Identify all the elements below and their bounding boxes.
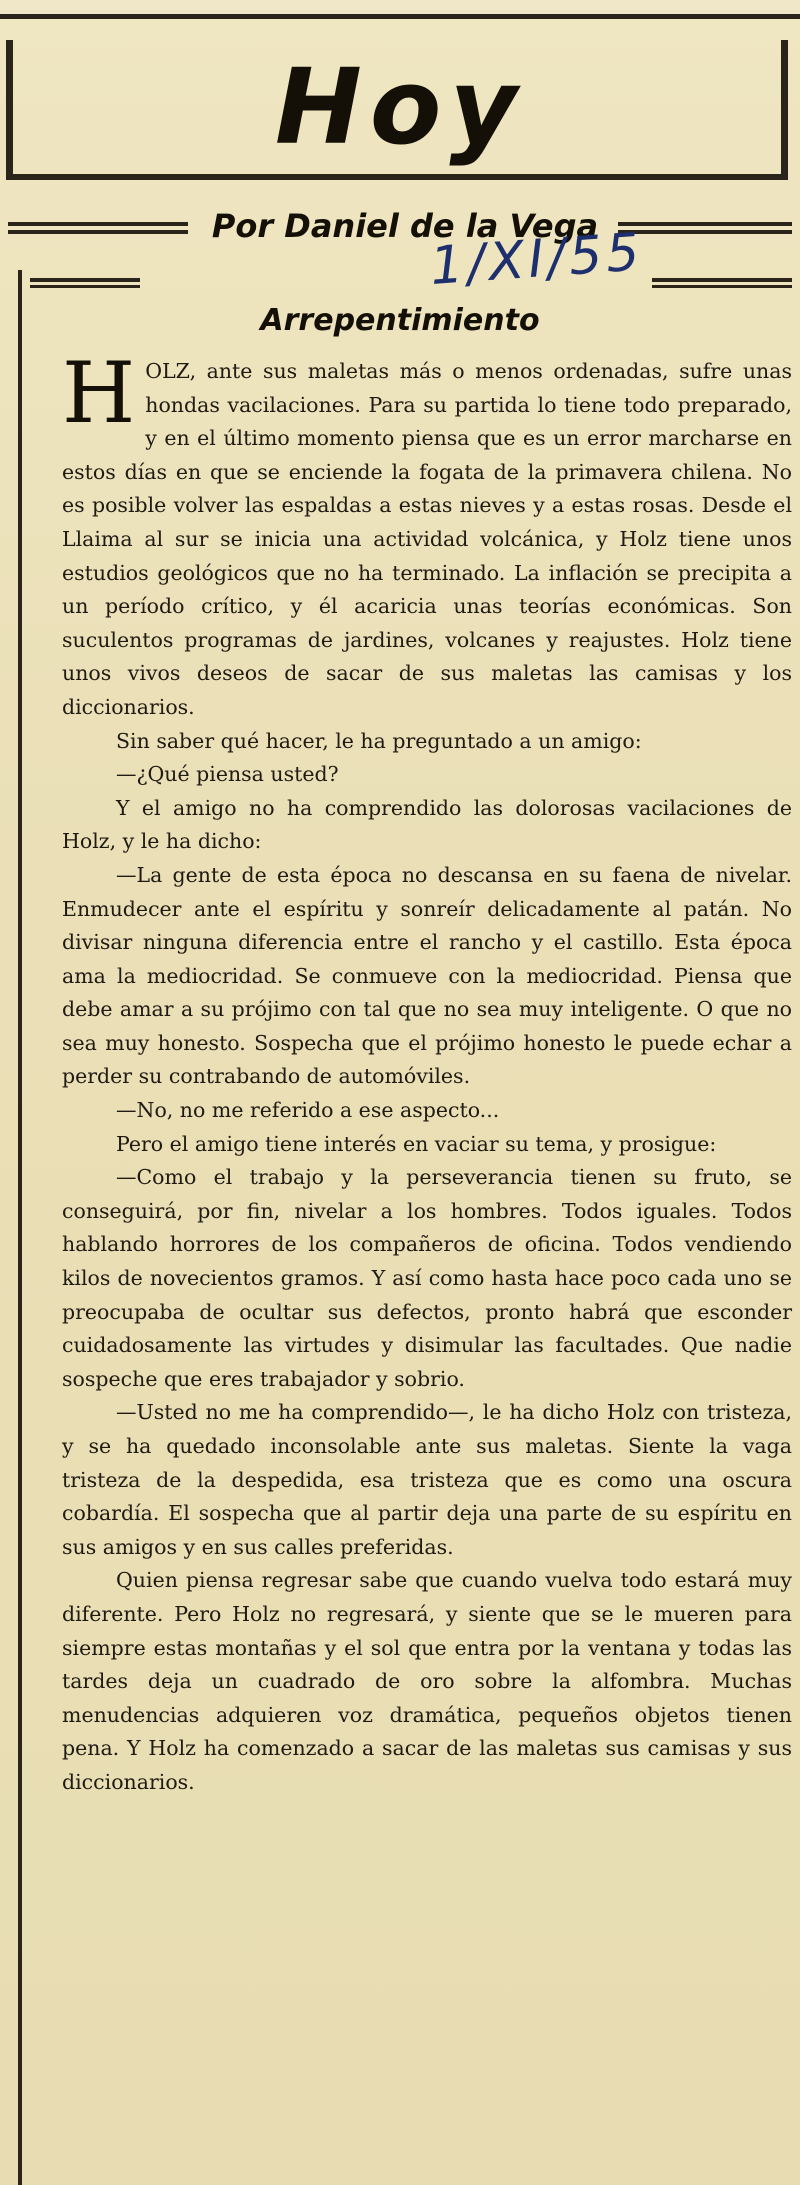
handwritten-date: 1/XI/55 xyxy=(428,222,646,297)
drop-cap: H xyxy=(62,344,136,442)
paragraph-text: OLZ, ante sus maletas más o menos ordenadas, sufre unas hondas vacilaciones. Para su partida lo tiene todo preparado, y en el último momento piensa que es un error marcharse en estos días en que se enciende la fogata de la primavera chilena. No es posible volver las espaldas a estas nieves y a estas rosas. Desde el Llaima al sur se inicia una actividad volcánica, y Holz tiene unos estudios geológicos que no ha terminado. La inflación se precipita a un período crítico, y él acaricia unas teorías económicas. Son suculentos programas de jardines, volcanes y reajustes. Holz tiene unos vivos deseos de sacar de sus maletas las camisas y los diccionarios. xyxy=(62,359,792,719)
column-rule-left xyxy=(18,270,22,2185)
article-body xyxy=(62,344,792,1800)
paragraph-7: Pero el amigo tiene interés en vaciar su tema, y prosigue: xyxy=(116,1131,717,1156)
paragraph-6: —No, no me referido a ese aspecto... xyxy=(116,1098,500,1123)
paragraph-8: —Como el trabajo y la perseverancia tienen su fruto, se conseguirá, por fin, nivelar a los hombres. Todos iguales. Todos hablando horrores de los compañeros de oficina. Todos vendiendo kilos de novecientos gramos. Y así como hasta hace poco cada uno se preocupaba de ocultar sus defectos, pronto habrá que esconder cuidadosamente las virtudes y disimular las facultades. Que nadie sospeche que eres trabajador y sobrio. xyxy=(62,1165,792,1391)
paragraph-1 xyxy=(62,344,792,725)
article-title: Arrepentimiento xyxy=(260,303,540,338)
subtitle-rule-right xyxy=(652,278,792,288)
paragraph-2: Sin saber qué hacer, le ha preguntado a un amigo: xyxy=(116,728,642,753)
paragraph-3: —¿Qué piensa usted? xyxy=(116,762,339,787)
masthead-frame-bottom xyxy=(6,174,788,180)
paragraph-4: Y el amigo no ha comprendido las dolorosas vacilaciones de Holz, y le ha dicho: xyxy=(62,795,792,854)
paragraph-9: —Usted no me ha comprendido—, le ha dicho Holz con tristeza, y se ha quedado inconsolable ante sus maletas. Siente la vaga tristeza de la despedida, esa tristeza que es como una oscura cobardía. El sospecha que al partir deja una parte de su espíritu en sus amigos y en sus calles preferidas. xyxy=(62,1400,792,1559)
paragraph-5: —La gente de esta época no descansa en su faena de nivelar. Enmudecer ante el espíritu y sonreír delicadamente al patán. No divisar ninguna diferencia entre el rancho y el castillo. Esta época ama la mediocridad. Se conmueve con la mediocridad. Piensa que debe amar a su prójimo con tal que no sea muy inteligente. O que no sea muy honesto. Sospecha que el prójimo honesto le puede echar a perder su contrabando de automóviles. xyxy=(62,862,792,1089)
top-rule xyxy=(0,14,800,19)
byline-rule-left xyxy=(8,222,188,234)
paragraph-10: Quien piensa regresar sabe que cuando vuelva todo estará muy diferente. Pero Holz no regresará, y siente que se le mueren para siempre estas montañas y el sol que entra por la ventana y todas las tardes deja un cuadrado de oro sobre la alfombra. Muchas menudencias adquieren voz dramática, pequeños objetos tienen pena. Y Holz ha comenzado a sacar de las maletas sus camisas y sus diccionarios. xyxy=(62,1568,792,1794)
byline: Por Daniel de la Vega xyxy=(211,207,599,245)
column-title: Hoy xyxy=(274,46,526,168)
subtitle-rule-left xyxy=(30,278,140,288)
paper-top-edge xyxy=(0,0,800,14)
